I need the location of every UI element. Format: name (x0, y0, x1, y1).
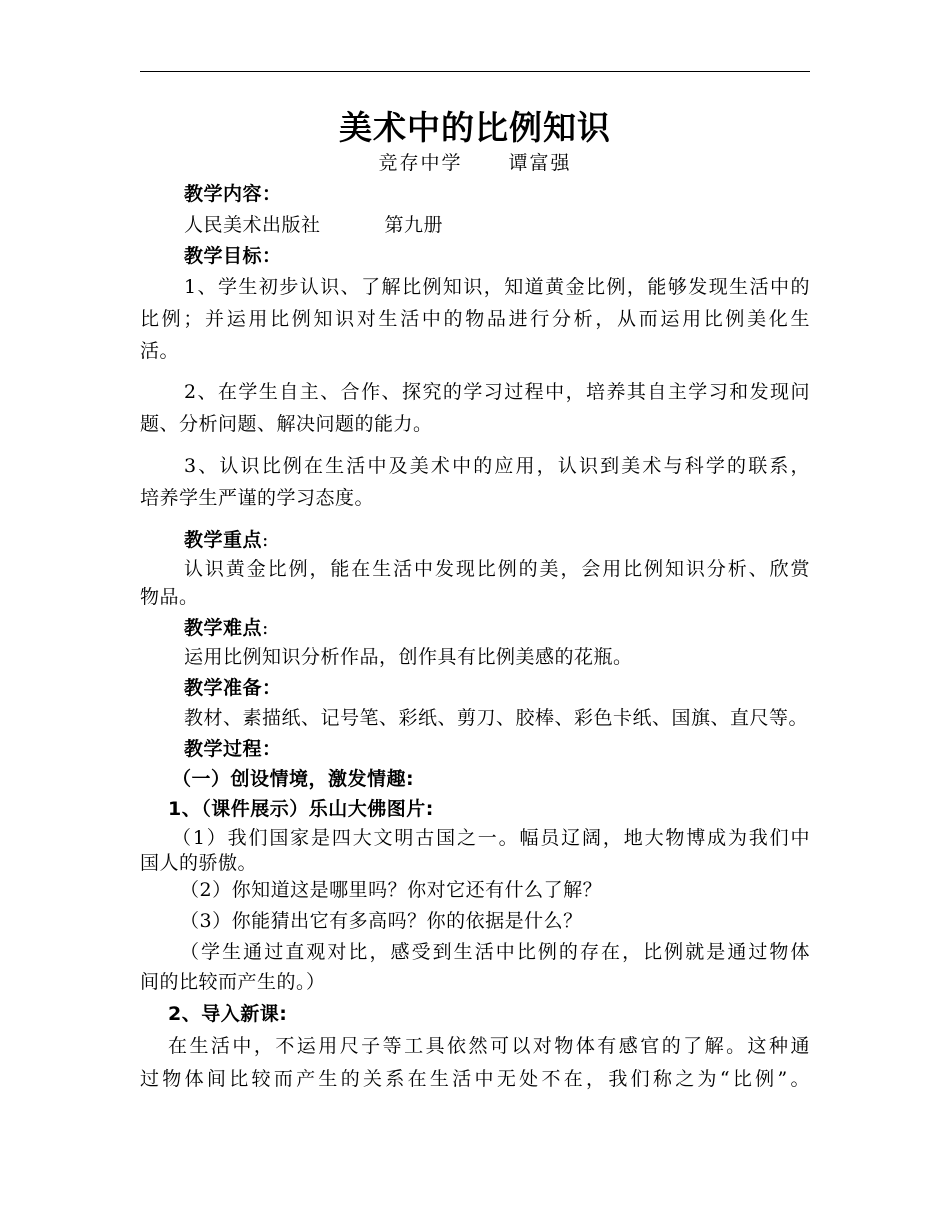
key-points-heading: 教学重点 (184, 529, 263, 551)
goal1-line3: 活。 (140, 340, 180, 362)
question1-line1: （1）我们国家是四大文明古国之一。幅员辽阔，地大物博成为我们中 (172, 827, 810, 849)
document-title: 美术中的比例知识 (339, 108, 611, 147)
key-points-colon: : (262, 529, 269, 551)
textbook-info (184, 213, 443, 237)
preparation-line1: 教材、素描纸、记号笔、彩纸、剪刀、胶棒、彩色卡纸、国旗、直尺等。 (184, 707, 809, 729)
goal3-line1: 3、认识比例在生活中及美术中的应用，认识到美术与科学的联系， (184, 455, 810, 477)
content-heading: 教学内容： (184, 183, 282, 205)
goal3-line2: 培养学生严谨的学习态度。 (140, 487, 375, 509)
key-points-heading-row (184, 528, 269, 552)
publisher: 人民美术出版社 (184, 214, 321, 236)
goal2-line2: 题、分析问题、解决问题的能力。 (140, 413, 433, 435)
process-heading: 教学过程： (184, 738, 282, 760)
goals-heading: 教学目标： (184, 245, 282, 267)
intro-line2: 过物体间比较而产生的关系在生活中无处不在，我们称之为“比例”。 (140, 1068, 810, 1090)
intro-line1: 在生活中，不运用尺子等工具依然可以对物体有感官的了解。这种通 (168, 1035, 810, 1057)
author-name: 谭富强 (508, 152, 572, 174)
note-line2: 间的比较而产生的。） (140, 971, 326, 993)
key-points-line1: 认识黄金比例，能在生活中发现比例的美，会用比例知识分析、欣赏 (184, 558, 810, 580)
byline (0, 151, 950, 175)
goal1-line2: 比例；并运用比例知识对生活中的物品进行分析，从而运用比例美化生 (140, 308, 810, 330)
item1-heading: 1、（课件展示）乐山大佛图片: (168, 798, 434, 820)
difficult-points-heading-row (184, 616, 269, 640)
volume: 第九册 (384, 214, 444, 236)
difficult-points-line1: 运用比例知识分析作品，创作具有比例美感的花瓶。 (184, 646, 633, 668)
difficult-points-colon: : (262, 617, 269, 639)
difficult-points-heading: 教学难点 (184, 617, 263, 639)
preparation-heading: 教学准备： (184, 677, 282, 699)
school-name: 竞存中学 (378, 152, 463, 174)
goal1-line1: 1、学生初步认识、了解比例知识，知道黄金比例，能够发现生活中的 (184, 276, 810, 298)
question2: （2）你知道这是哪里吗？你对它还有什么了解？ (180, 879, 603, 901)
header-rule (140, 71, 810, 72)
goal2-line1: 2、在学生自主、合作、探究的学习过程中，培养其自主学习和发现问 (184, 381, 810, 403)
item2-heading: 2、导入新课: (168, 1003, 288, 1025)
note-line1: （学生通过直观对比，感受到生活中比例的存在，比例就是通过物体 (180, 941, 810, 963)
section1-heading: （一）创设情境，激发情趣: (172, 768, 415, 790)
question1-line2: 国人的骄傲。 (140, 852, 258, 874)
question3: （3）你能猜出它有多高吗？你的依据是什么？ (180, 910, 583, 932)
key-points-line2: 物品。 (140, 586, 199, 608)
